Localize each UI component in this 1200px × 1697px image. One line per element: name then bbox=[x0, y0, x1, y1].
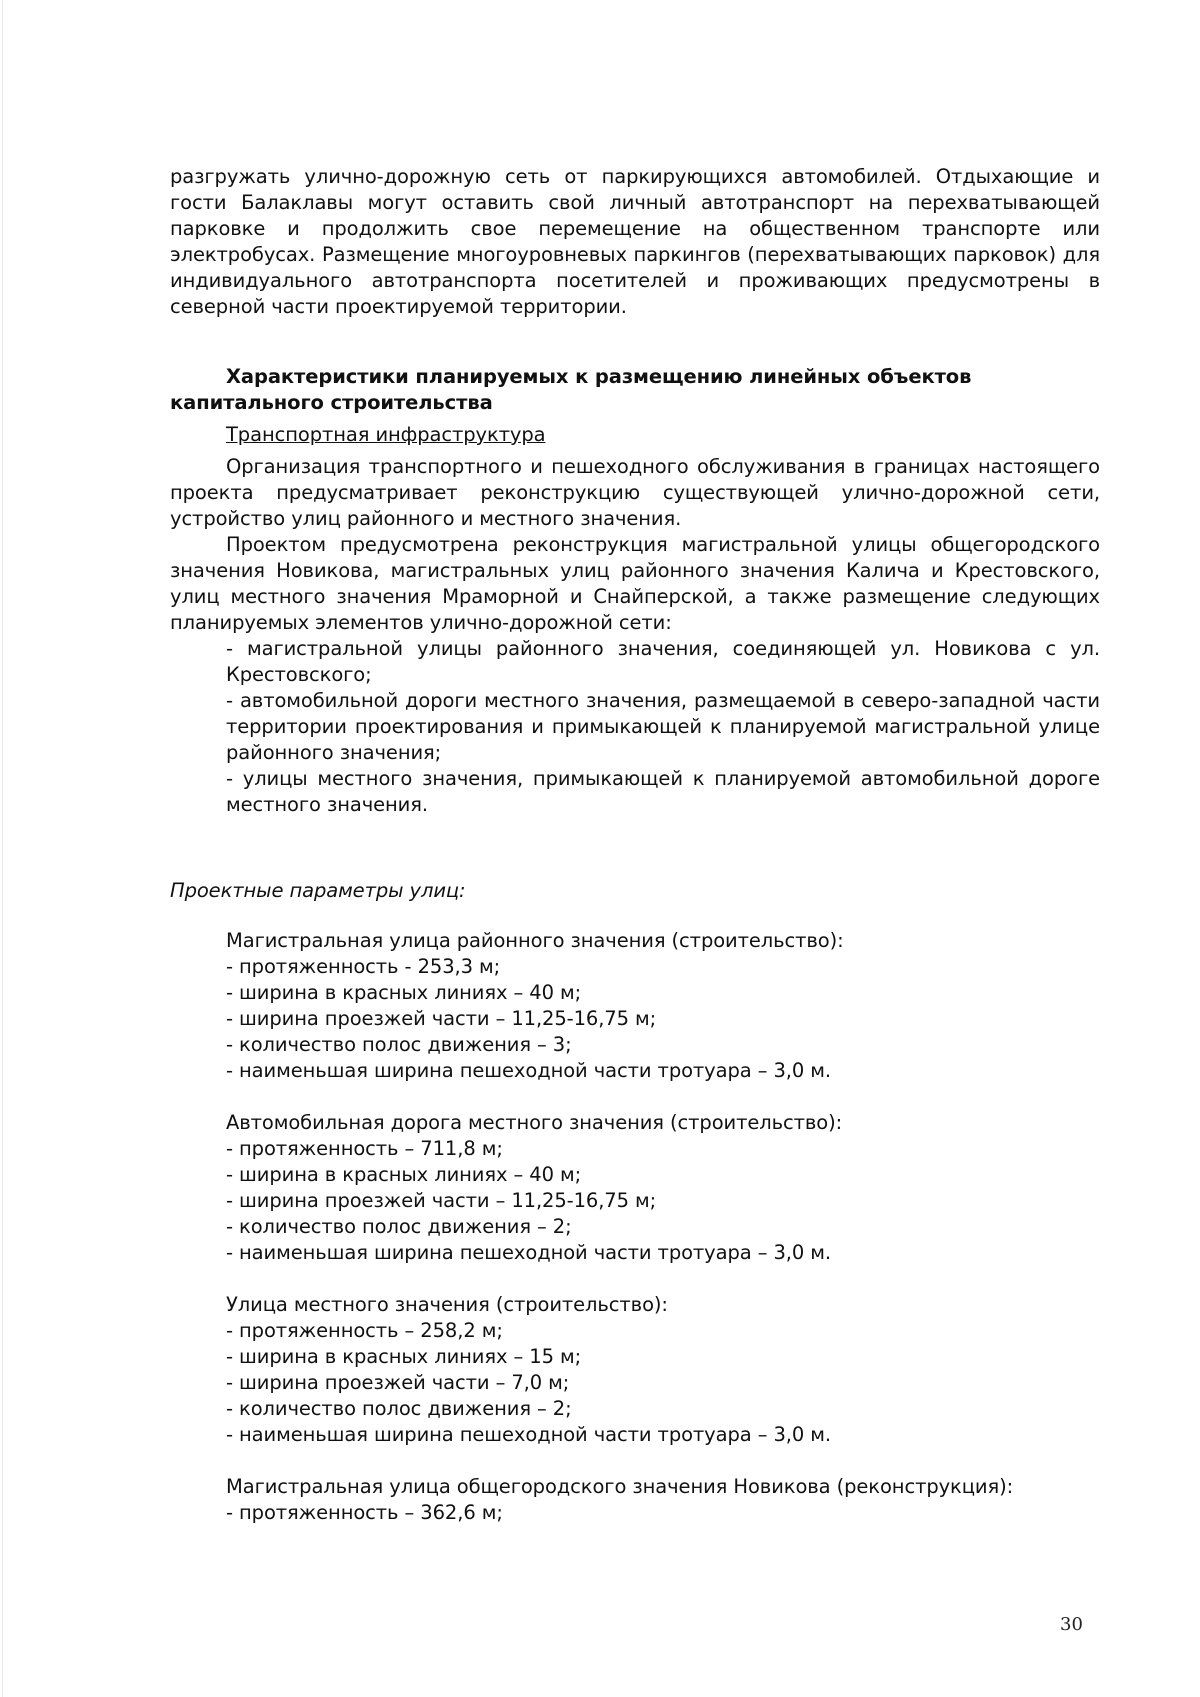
param-group bbox=[226, 1110, 1100, 1266]
param-group bbox=[226, 1292, 1100, 1448]
param-group-title: Магистральная улица районного значения (строительство): bbox=[226, 929, 844, 952]
param-line: - наименьшая ширина пешеходной части тротуара – 3,0 м. bbox=[226, 1423, 831, 1446]
param-group bbox=[226, 928, 1100, 1084]
paragraph-reconstruction: Проектом предусмотрена реконструкция магистральной улицы общегородского значения Новикова, магистральных улиц районного значения Калича и Крестовского, улиц местного значения Мраморной и Снайперской, а также размещение следующих планируемых элементов улично-дорожной сети: bbox=[170, 533, 1100, 634]
page-content bbox=[170, 164, 1100, 1552]
param-line: - ширина в красных линиях – 40 м; bbox=[226, 1163, 582, 1186]
list-item: - автомобильной дороги местного значения, размещаемой в северо-западной части территории проектирования и примыкающей к планируемой магистральной улице районного значения; bbox=[226, 689, 1100, 764]
param-line: - протяженность – 362,6 м; bbox=[226, 1501, 503, 1524]
page-number: 30 bbox=[1060, 1614, 1083, 1635]
param-line: - наименьшая ширина пешеходной части тротуара – 3,0 м. bbox=[226, 1059, 831, 1082]
scan-edge-line bbox=[2, 0, 3, 1697]
param-line: - количество полос движения – 3; bbox=[226, 1033, 572, 1056]
param-line: - количество полос движения – 2; bbox=[226, 1215, 572, 1238]
param-group-title: Магистральная улица общегородского значения Новикова (реконструкция): bbox=[226, 1475, 1014, 1498]
param-line: - ширина проезжей части – 7,0 м; bbox=[226, 1371, 570, 1394]
paragraph-transport-organization: Организация транспортного и пешеходного обслуживания в границах настоящего проекта предусматривает реконструкцию существующей улично-дорожной сети, устройство улиц районного и местного значения. bbox=[170, 455, 1100, 530]
param-line: - протяженность – 258,2 м; bbox=[226, 1319, 503, 1342]
param-line: - ширина проезжей части – 11,25-16,75 м; bbox=[226, 1007, 657, 1030]
param-line: - наименьшая ширина пешеходной части тротуара – 3,0 м. bbox=[226, 1241, 831, 1264]
params-title: Проектные параметры улиц: bbox=[170, 879, 466, 902]
param-line: - ширина в красных линиях – 15 м; bbox=[226, 1345, 582, 1368]
list-item: - улицы местного значения, примыкающей к планируемой автомобильной дороге местного значения. bbox=[226, 767, 1100, 816]
param-group-title: Автомобильная дорога местного значения (строительство): bbox=[226, 1111, 843, 1134]
param-group-title: Улица местного значения (строительство): bbox=[226, 1293, 668, 1316]
param-line: - ширина проезжей части – 11,25-16,75 м; bbox=[226, 1189, 657, 1212]
subheading: Транспортная инфраструктура bbox=[226, 423, 546, 446]
param-line: - ширина в красных линиях – 40 м; bbox=[226, 981, 582, 1004]
planned-elements-list bbox=[170, 636, 1100, 818]
intro-paragraph: разгружать улично-дорожную сеть от паркирующихся автомобилей. Отдыхающие и гости Балаклавы могут оставить свой личный автотранспорт на перехватывающей парковке и продолжить свое перемещение на общественном транспорте или электробусах. Размещение многоуровневых паркингов (перехватывающих парковок) для индивидуального автотранспорта посетителей и проживающих предусмотрены в северной части проектируемой территории. bbox=[170, 165, 1100, 318]
param-line: - протяженность – 711,8 м; bbox=[226, 1137, 503, 1160]
param-line: - протяженность - 253,3 м; bbox=[226, 955, 501, 978]
section-heading: Характеристики планируемых к размещению линейных объектов капитального строительства bbox=[170, 365, 972, 414]
param-line: - количество полос движения – 2; bbox=[226, 1397, 572, 1420]
list-item: - магистральной улицы районного значения, соединяющей ул. Новикова с ул. Крестовского; bbox=[226, 637, 1100, 686]
param-group bbox=[226, 1474, 1100, 1526]
